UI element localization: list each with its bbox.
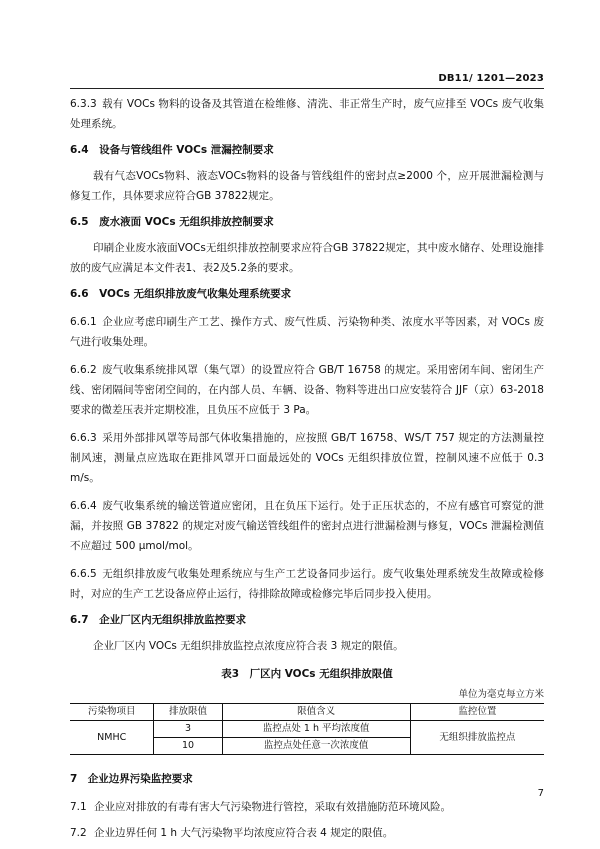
header-meaning: 限值含义 [222,704,410,721]
limit-cell: 10 [154,738,222,755]
clause-number: 6.6.5 [70,568,97,580]
limit-cell: 3 [154,721,222,738]
table-row [70,721,544,738]
paragraph-6-4: 载有气态VOCs物料、液态VOCs物料的设备与管线组件的密封点≥2000 个，应开展泄漏检测与修复工作，具体要求应符合GB 37822规定。 [70,170,544,202]
clause-text: 企业应考虑印刷生产工艺、操作方式、废气性质、污染物种类、浓度水平等因素，对 VOCs 废气进行收集处理。 [70,316,544,348]
clause-number: 6.6.3 [70,432,97,444]
clause-7-1 [70,797,544,817]
clause-7-2 [70,823,544,843]
clause-text: 载有 VOCs 物料的设备及其管道在检维修、清洗、非正常生产时，废气应排至 VOCs 废气收集处理系统。 [70,98,544,130]
header-rule [70,88,544,89]
clause-text: 无组织排放废气收集处理系统应与生产工艺设备同步运行。废气收集处理系统发生故障或检修时，对应的生产工艺设备应停止运行，待排除故障或检修完毕后同步投入使用。 [70,568,544,600]
limits-table [70,703,544,755]
table-caption: 表3 厂区内 VOCs 无组织排放限值 [221,668,393,680]
clause-number: 6.6.1 [70,316,97,328]
clause-number: 7.1 [70,801,87,813]
section-heading-6-5: 6.5 废水液面 VOCs 无组织排放控制要求 [70,216,274,228]
paragraph-6-5: 印刷企业废水液面VOCs无组织排放控制要求应符合GB 37822规定，其中废水储存、处理设施排放的废气应满足本文件表1、表2及5.2条的要求。 [70,242,544,274]
header-limit: 排放限值 [154,704,222,721]
clause-number: 6.3.3 [70,98,97,110]
page-content [70,94,544,843]
table-header-row [70,704,544,721]
header-location: 监控位置 [410,704,544,721]
clause-6-6-1 [70,312,544,352]
table-unit: 单位为毫克每立方米 [458,689,544,700]
clause-number: 7.2 [70,827,87,839]
meaning-cell: 监控点处 1 h 平均浓度值 [222,721,410,738]
location-cell: 无组织排放监控点 [410,721,544,755]
meaning-cell: 监控点处任意一次浓度值 [222,738,410,755]
clause-6-6-5 [70,564,544,604]
paragraph-6-7: 企业厂区内 VOCs 无组织排放监控点浓度应符合表 3 规定的限值。 [93,640,404,652]
section-heading-7: 7 企业边界污染监控要求 [70,773,193,785]
clause-text: 企业边界任何 1 h 大气污染物平均浓度应符合表 4 规定的限值。 [94,827,394,839]
clause-text: 企业应对排放的有毒有害大气污染物进行管控，采取有效措施防范环境风险。 [94,801,451,813]
clause-text: 废气收集系统排风罩（集气罩）的设置应符合 GB/T 16758 的规定。采用密闭车间、密闭生产线、密闭隔间等密闭空间的，在内部人员、车辆、设备、物料等进出口应安装符合 JJF（京）63-2018 要求的微差压表并定期校准，且负压不应低于 3 Pa。 [70,364,544,416]
clause-text: 采用外部排风罩等局部气体收集措施的，应按照 GB/T 16758、WS/T 757 规定的方法测量控制风速，测量点应选取在距排风罩开口面最远处的 VOCs 无组织排放位置，控制风速不应低于 0.3 m/s。 [70,432,544,484]
header-pollutant: 污染物项目 [70,704,154,721]
clause-number: 6.6.2 [70,364,97,376]
clause-6-3-3 [70,94,544,134]
doc-code: DB11/ 1201—2023 [438,73,544,84]
page-number: 7 [537,788,544,799]
clause-6-6-2 [70,360,544,420]
clause-6-6-3 [70,428,544,488]
section-heading-6-6: 6.6 VOCs 无组织排放废气收集处理系统要求 [70,288,292,300]
clause-text: 废气收集系统的输送管道应密闭，且在负压下运行。处于正压状态的，不应有感官可察觉的泄漏，并按照 GB 37822 的规定对废气输送管线组件的密封点进行泄漏检测与修复，VOCs 泄漏检测值不应超过 500 μmol/mol。 [70,500,544,552]
section-heading-6-4: 6.4 设备与管线组件 VOCs 泄漏控制要求 [70,144,274,156]
section-heading-6-7: 6.7 企业厂区内无组织排放监控要求 [70,614,247,626]
clause-number: 6.6.4 [70,500,97,512]
clause-6-6-4 [70,496,544,556]
pollutant-cell: NMHC [70,721,154,755]
